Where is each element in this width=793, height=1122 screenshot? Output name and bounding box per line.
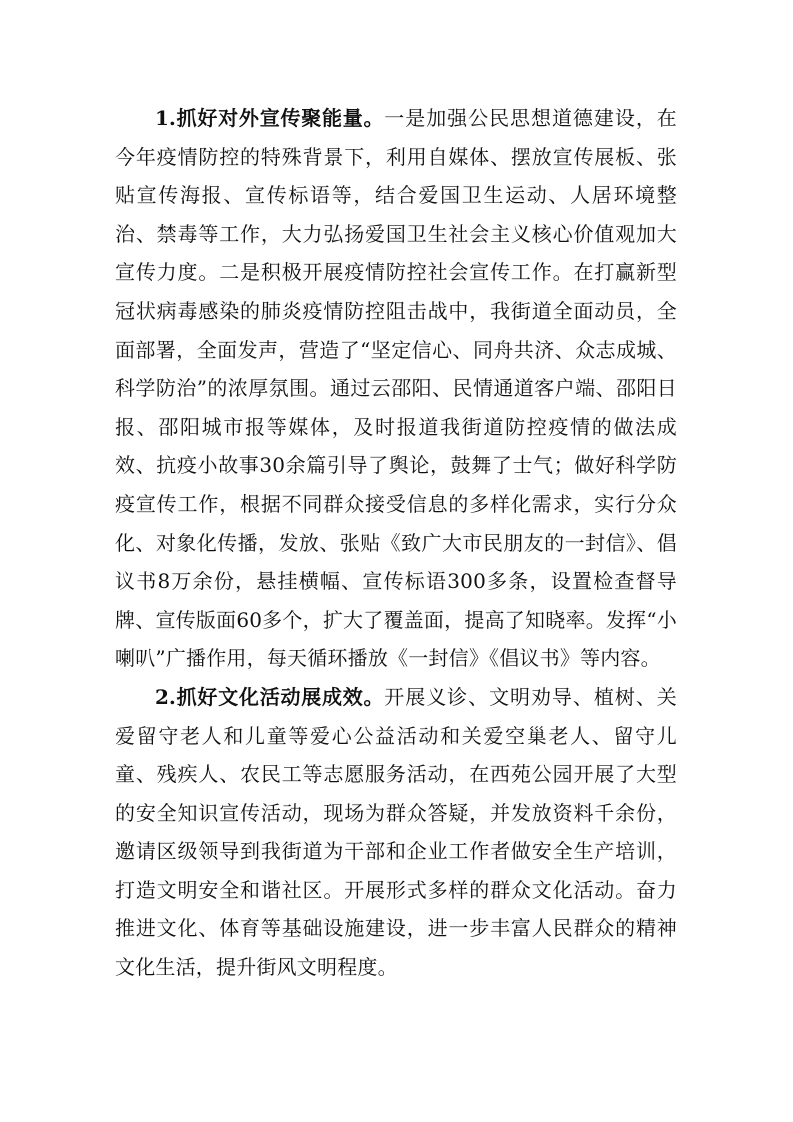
paragraph-text: 开展义诊、文明劝导、植树、关爱留守老人和儿童等爱心公益活动和关爱空巢老人、留守儿童、残疾人、农民工等志愿服务活动，在西苑公园开展了大型的安全知识宣传活动，现场为群众答疑，并发放资料千余份，邀请区级领导到我街道为干部和企业工作者做安全生产培训，打造文明安全和谐社区。开展形式多样的群众文化活动。奋力推进文化、体育等基础设施建设，进一步丰富人民群众的精神文化生活，提升街风文明程度。 bbox=[115, 684, 677, 980]
paragraph-cultural-activities bbox=[115, 678, 677, 987]
paragraph-heading: 1.抓好对外宣传聚能量。 bbox=[155, 106, 385, 130]
document-body bbox=[115, 99, 677, 987]
paragraph-heading: 2.抓好文化活动展成效。 bbox=[155, 684, 385, 709]
paragraph-text: 一是加强公民思想道德建设，在今年疫情防控的特殊背景下，利用自媒体、摆放宣传展板、张贴宣传海报、宣传标语等，结合爱国卫生运动、人居环境整治、禁毒等工作，大力弘扬爱国卫生社会主义核心价值观加大宣传力度。二是积极开展疫情防控社会宣传工作。在打赢新型冠状病毒感染的肺炎疫情防控阻击战中，我街道全面动员，全面部署，全面发声，营造了“坚定信心、同舟共济、众志成城、科学防治”的浓厚氛围。通过云邵阳、民情通道客户端、邵阳日报、邵阳城市报等媒体，及时报道我街道防控疫情的做法成效、抗疫小故事30余篇引导了舆论，鼓舞了士气；做好科学防疫宣传工作，根据不同群众接受信息的多样化需求，实行分众化、对象化传播，发放、张贴《致广大市民朋友的一封信》、倡议书8万余份，悬挂横幅、宣传标语300多条，设置检查督导牌、宣传版面60多个，扩大了覆盖面，提高了知晓率。发挥“小喇叭”广播作用，每天循环播放《一封信》《倡议书》等内容。 bbox=[115, 106, 677, 671]
paragraph-external-publicity bbox=[115, 99, 677, 678]
